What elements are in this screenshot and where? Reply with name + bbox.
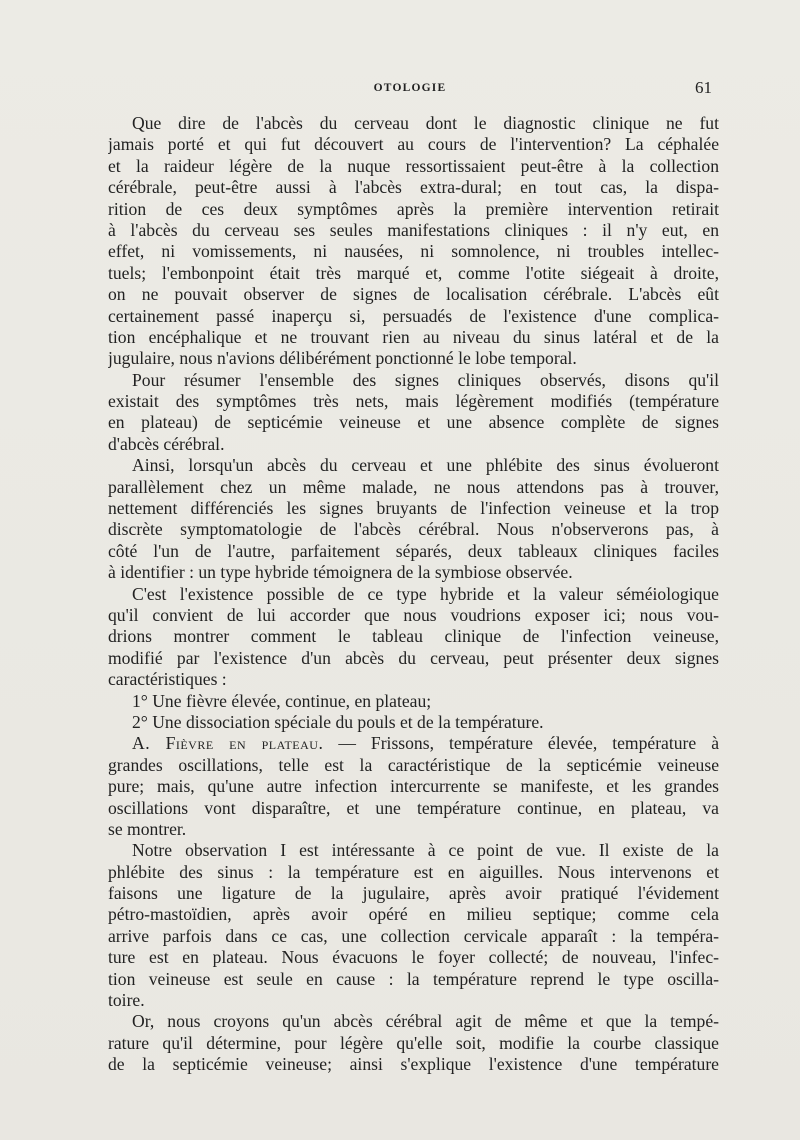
text-line: rition de ces deux symptômes après la première intervention retirait — [108, 198, 719, 219]
text-line: ture est en plateau. Nous évacuons le foyer collecté; de nouveau, l'infec- — [108, 947, 719, 968]
page-header — [108, 78, 712, 104]
text-line: à identifier : un type hybride témoignera de la symbiose observée. — [108, 562, 573, 583]
text-line: de la septicémie veineuse; ainsi s'explique l'existence d'une température — [108, 1054, 719, 1075]
text-line: certainement passé inaperçu si, persuadés de l'existence d'une complica- — [108, 305, 719, 326]
text-line: jugulaire, nous n'avions délibérément ponctionné le lobe temporal. — [108, 348, 577, 369]
text-line: modifié par l'existence d'un abcès du cerveau, peut présenter deux signes — [108, 647, 719, 668]
text-line: tion veineuse est seule en cause : la température reprend le type oscilla- — [108, 968, 719, 989]
text-line: qu'il convient de lui accorder que nous voudrions exposer ici; nous vou- — [108, 604, 719, 625]
text-line: discrète symptomatologie de l'abcès cérébral. Nous n'observerons pas, à — [108, 519, 719, 540]
list-item: 1° Une fièvre élevée, continue, en plateau; — [132, 690, 432, 711]
text-line: drions montrer comment le tableau clinique de l'infection veineuse, — [108, 626, 719, 647]
text-line: Pour résumer l'ensemble des signes cliniques observés, disons qu'il — [132, 369, 719, 390]
text-line: Que dire de l'abcès du cerveau dont le diagnostic clinique ne fut — [132, 113, 719, 133]
text-line: se montrer. — [108, 818, 187, 839]
running-title: OTOLOGIE — [373, 82, 447, 94]
text-line: et la raideur légère de la nuque ressortissaient peut-être à la collection — [108, 155, 719, 176]
text-line: côté l'un de l'autre, parfaitement séparés, deux tableaux cliniques faciles — [108, 540, 719, 561]
text-line: à l'abcès du cerveau ses seules manifestations cliniques : il n'y eut, en — [108, 219, 719, 240]
body-text — [108, 113, 719, 1076]
text-line — [108, 733, 719, 754]
text-line: Notre observation I est intéressante à ce point de vue. Il existe de la — [132, 840, 719, 861]
text-line: tuels; l'embonpoint était très marqué et, comme l'otite siégeait à droite, — [108, 262, 719, 283]
text-line: pure; mais, qu'une autre infection intercurrente se manifeste, et les grandes — [108, 776, 719, 797]
text-line: faisons une ligature de la jugulaire, après avoir pratiqué l'évidement — [108, 883, 719, 904]
text-line: Ainsi, lorsqu'un abcès du cerveau et une phlébite des sinus évolueront — [132, 455, 719, 476]
text-line-continuation: — Frissons, température élevée, température à — [338, 733, 719, 754]
text-line: jamais porté et qui fut découvert au cours de l'intervention? La céphalée — [108, 134, 719, 155]
text-line: cérébrale, peut-être aussi à l'abcès extra-dural; en tout cas, la dispa- — [108, 177, 719, 198]
text-line: existait des symptômes très nets, mais légèrement modifiés (température — [108, 391, 719, 412]
text-line: tion encéphalique et ne trouvant rien au niveau du sinus latéral et de la — [108, 326, 719, 347]
text-line: oscillations vont disparaître, et une température continue, en plateau, va — [108, 797, 719, 818]
text-line: Or, nous croyons qu'un abcès cérébral agit de même et que la tempé- — [132, 1011, 719, 1032]
text-line: toire. — [108, 990, 145, 1011]
text-line: d'abcès cérébral. — [108, 433, 225, 454]
text-line: en plateau) de septicémie veineuse et une absence complète de signes — [108, 412, 719, 433]
text-line: arrive parfois dans ce cas, une collection cervicale apparaît : la tempéra- — [108, 925, 719, 946]
text-line: grandes oscillations, telle est la caractéristique de la septicémie veineuse — [108, 754, 719, 775]
text-line: pétro-mastoïdien, après avoir opéré en milieu septique; comme cela — [108, 904, 719, 925]
page-number: 61 — [695, 78, 712, 97]
text-line: rature qu'il détermine, pour légère qu'elle soit, modifie la courbe classique — [108, 1032, 719, 1053]
text-line: nettement différenciés les signes bruyants de l'infection veineuse et la trop — [108, 498, 719, 519]
text-line: phlébite des sinus : la température est en aiguilles. Nous intervenons et — [108, 861, 719, 882]
text-line: parallèlement chez un même malade, ne nous attendons pas à trouver, — [108, 476, 719, 497]
text-line: effet, ni vomissements, ni nausées, ni somnolence, ni troubles intellec- — [108, 241, 719, 262]
list-item: 2° Une dissociation spéciale du pouls et de la température. — [132, 711, 544, 732]
text-line: C'est l'existence possible de ce type hybride et la valeur séméiologique — [132, 583, 719, 604]
text-line: caractéristiques : — [108, 669, 227, 690]
section-heading: A. Fièvre en plateau. — [132, 733, 324, 754]
text-line: on ne pouvait observer de signes de localisation cérébrale. L'abcès eût — [108, 284, 719, 305]
